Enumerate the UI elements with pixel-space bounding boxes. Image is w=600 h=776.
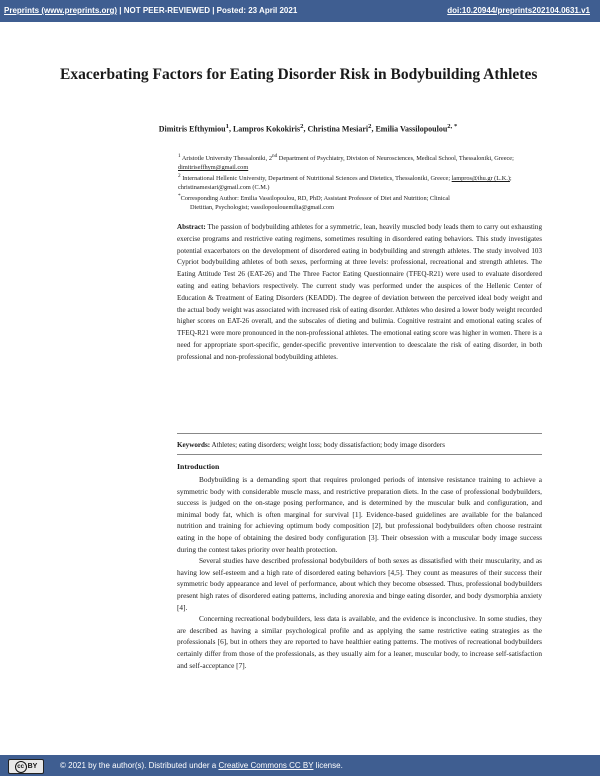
affiliation-mark: 1 — [178, 153, 181, 159]
paper-title: Exacerbating Factors for Eating Disorder Risk in Bodybuilding Athletes — [60, 66, 538, 83]
cc-icon: cc — [15, 761, 27, 773]
author-affiliation-mark: 2 — [368, 123, 372, 130]
abstract-text: The passion of bodybuilding athletes for a symmetric, lean, heavily muscled body leads them to carry out exhausting exercise programs and restrictive eating regimens, sometimes resulting in disordered eating behaviors. This study investigates potential exacerbators on the development of disordered eating in bodybuilding and strength athletes. The study involved 103 Cypriot bodybuilding athletes of both sexes, performing at three levels: professional, recreational and strength athletes. The Eating Attitude Test 26 (EAT-26) and The Three Factor Eating Questionnaire (TFEQ-R21) were used to evaluate disordered eating and eating behaviors respectively. The current study was performed under the auspices of the Hellenic Center of Education & Treatment of Eating Disorders (KEADD). The degree of deviation between the perceived ideal body weight and the actual body weight was associated with increased risk of eating disorder. Athletes who desired a lower body weight recorded higher scores on EAT-26 overall, and the subscales of dieting and bulimia. Cognitive restraint and emotional eating scales of TFEQ-R21 were more pronounced in the non-professional athletes. The emotional eating score was higher in women. There is a need for appropriate sport-specific, gender-specific preventive intervention to deescalate the risk of eating disorder, in both professional and non-professional bodybuilding athletes. — [177, 223, 542, 361]
license-link[interactable]: Creative Commons CC BY — [218, 761, 314, 770]
ordinal-suffix: nd — [271, 153, 278, 159]
divider — [177, 433, 542, 434]
by-label: BY — [27, 763, 38, 770]
author-affiliation-mark: 2 — [300, 123, 304, 130]
corresponding-author-cont: Dietitian, Psychologist; vassilopoulouemilia@gmail.com — [190, 204, 334, 212]
body-paragraph: Concerning recreational bodybuilders, less data is available, and the evidence is inconclusive. In some studies, they are described as having a similar psychological profile and as applying the same restrictive eating strategies as the professionals [6], but in others they are reported to have healthier eating patterns. The motives of recreational bodybuilders certainly differ from those of the professionals, as they usually aim for a leaner, muscular body, to increase self-satisfaction and self-acceptance [7]. — [177, 614, 542, 670]
affiliation-text: International Hellenic University, Department of Nutritional Sciences and Dietetics, Thessaloniki, Greece; — [180, 175, 452, 183]
author-separator: , — [303, 124, 308, 134]
affiliation-text: Department of Psychiatry, Division of Neurosciences, Medical School, Thessaloniki, Greece; — [277, 155, 514, 163]
author-separator: , — [228, 124, 233, 134]
keywords-text: Athletes; eating disorders; weight loss; body dissatisfaction; body image disorders — [210, 441, 445, 449]
doi-link[interactable]: doi:10.20944/preprints202104.0631.v1 — [447, 6, 590, 15]
cc-by-badge-icon[interactable] — [8, 759, 44, 774]
affiliation-2 — [178, 172, 538, 192]
corresponding-mark: * — [178, 193, 181, 200]
header-separator: | — [117, 6, 124, 15]
affiliation-text: Aristotle University Thessaloniki, 2 — [180, 155, 272, 163]
keywords-label: Keywords: — [177, 441, 211, 449]
abstract — [177, 222, 542, 364]
author-affiliation-mark: 2, * — [447, 123, 458, 130]
divider — [177, 454, 542, 455]
license-footer — [0, 755, 600, 776]
section-heading-introduction: Introduction — [177, 462, 220, 471]
affiliation-text: ; christinamesiari@gmail.com (C.M.) — [178, 175, 512, 192]
corresponding-text: Corresponding Author: Emilia Vassilopoulou, RD, PhD; Assistant Professor of Diet and Nutrition; Clinical — [180, 195, 450, 203]
corresponding-author — [178, 192, 538, 203]
affiliation-1 — [178, 152, 538, 172]
email-link[interactable]: dimitriseffhym@gmail.com — [178, 164, 249, 172]
license-text — [60, 761, 343, 770]
affiliations — [178, 152, 538, 212]
body-paragraph: Several studies have described professional bodybuilders of both sexes as dissatisfied with their muscularity, and as having low self-esteem and a high rate of disordered eating behaviors [4,5]. They count as measures of their success their symmetric body appearance and level of performance, about which they become obsessed. Thus, professional bodybuilders present high rates of disordered eating patterns, including anorexia and binge eating disorder, and body dysmorphia anxiety [4]. — [177, 556, 542, 612]
license-suffix: license. — [313, 761, 343, 770]
abstract-label: Abstract: — [177, 223, 206, 231]
affiliation-mark: 2 — [178, 173, 181, 180]
keywords — [177, 441, 542, 449]
author-name: Emilia Vassilopoulou — [375, 124, 448, 134]
posted-date: Posted: 23 April 2021 — [216, 6, 298, 15]
preprints-link[interactable]: Preprints (www.preprints.org) — [4, 6, 118, 15]
author-separator: , — [371, 124, 376, 134]
author-name: Dimitris Efthymiou — [158, 124, 226, 134]
preprint-header-bar — [0, 0, 600, 22]
peer-review-status: NOT PEER-REVIEWED — [123, 6, 210, 15]
header-left — [4, 6, 297, 15]
author-name: Christina Mesiari — [307, 124, 369, 134]
body-paragraph: Bodybuilding is a demanding sport that requires prolonged periods of intensive resistance training to achieve a symmetric body with considerable muscle mass, and restrictive preparation diets. In the case of professional bodybuilders, success is judged on the on-stage posing performance, and is determined by the muscular bulk and configuration, and minimal body fat, which is often marginal for survival [1]. Evidence-based guidelines are available for the balanced nutrition and training for achieving optimum body composition [2], but professional bodybuilders often choose restraint eating in the hope of obtaining the desired body configuration [3]. Their obsession with a muscular body image success during the contest takes priority over health protection. — [177, 475, 542, 554]
author-list — [73, 123, 543, 134]
author-affiliation-mark: 1 — [225, 123, 229, 130]
email-link[interactable]: lampros@ihu.gr (L.K.) — [451, 175, 510, 183]
license-prefix: © 2021 by the author(s). Distributed under a — [60, 761, 219, 770]
header-separator: | — [209, 6, 217, 15]
introduction-body — [177, 474, 542, 671]
author-name: Lampros Kokokiris — [232, 124, 301, 134]
